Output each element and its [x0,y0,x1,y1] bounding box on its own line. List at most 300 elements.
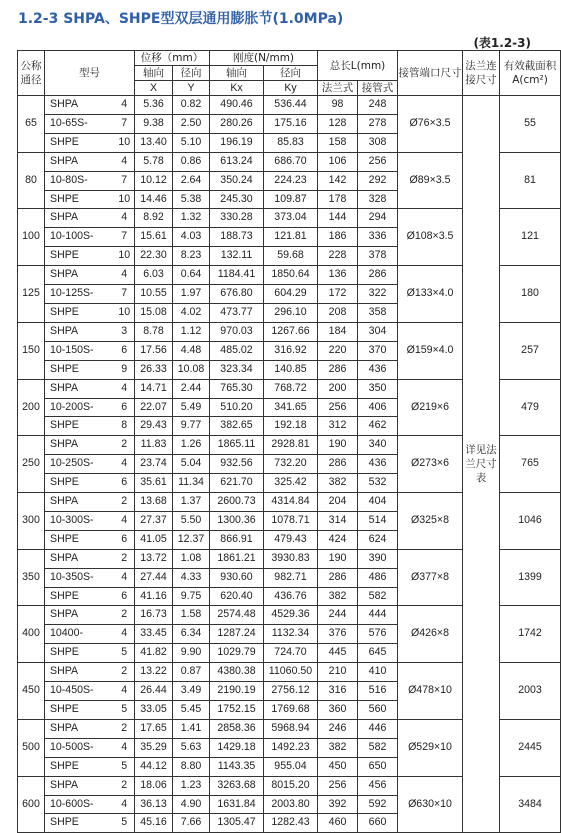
cell-len-flange: 256 [318,398,358,417]
cell-model: SHPE [45,190,115,209]
cell-x: 13.68 [135,493,173,512]
cell-layers: 5 [115,814,135,833]
cell-kx: 473.77 [210,303,264,322]
cell-x: 16.73 [135,606,173,625]
cell-len-flange: 376 [318,625,358,644]
cell-ky: 1132.34 [264,625,318,644]
cell-dn: 450 [18,663,45,720]
cell-y: 5.63 [173,738,210,757]
cell-kx: 620.40 [210,587,264,606]
cell-layers: 7 [115,114,135,133]
cell-x: 13.72 [135,549,173,568]
cell-y: 1.37 [173,493,210,512]
cell-y: 9.77 [173,417,210,436]
cell-len-flange: 210 [318,663,358,682]
cell-pipe: Ø89×3.5 [398,152,463,209]
cell-kx: 1029.79 [210,644,264,663]
cell-model: 10-65S- [45,114,115,133]
cell-y: 0.86 [173,152,210,171]
header-disp-axial: 轴向 [135,66,173,81]
header-y: Y [173,81,210,96]
cell-ky: 1267.66 [264,322,318,341]
expansion-joint-table [17,50,561,833]
header-ky: Ky [264,81,318,96]
cell-len-flange: 316 [318,682,358,701]
cell-kx: 930.60 [210,568,264,587]
cell-layers: 10 [115,247,135,266]
cell-model: SHPE [45,701,115,720]
cell-x: 41.16 [135,587,173,606]
cell-ky: 4314.84 [264,493,318,512]
cell-pipe: Ø108×3.5 [398,209,463,266]
cell-len-weld: 486 [358,568,398,587]
cell-len-weld: 322 [358,285,398,304]
cell-kx: 2574.48 [210,606,264,625]
cell-y: 1.58 [173,606,210,625]
cell-kx: 932.56 [210,455,264,474]
cell-area: 1399 [500,549,561,606]
cell-layers: 7 [115,228,135,247]
cell-layers: 4 [115,738,135,757]
cell-dn: 150 [18,322,45,379]
cell-flange-note: 详见法兰尺寸表 [463,96,500,833]
cell-len-weld: 592 [358,795,398,814]
cell-model: 10-300S- [45,511,115,530]
cell-y: 9.90 [173,644,210,663]
cell-model: SHPA [45,209,115,228]
cell-pipe: Ø377×8 [398,549,463,606]
cell-y: 4.48 [173,341,210,360]
cell-layers: 10 [115,190,135,209]
cell-kx: 1429.18 [210,738,264,757]
cell-ky: 341.65 [264,398,318,417]
cell-len-flange: 445 [318,644,358,663]
cell-y: 4.90 [173,795,210,814]
cell-y: 0.64 [173,266,210,285]
cell-len-flange: 172 [318,285,358,304]
header-pipe-end: 接管端口尺寸 [398,51,463,96]
cell-pipe: Ø273×6 [398,436,463,493]
cell-len-weld: 436 [358,455,398,474]
cell-ky: 724.70 [264,644,318,663]
cell-len-flange: 228 [318,247,358,266]
cell-y: 1.97 [173,285,210,304]
cell-kx: 1300.36 [210,511,264,530]
cell-layers: 5 [115,757,135,776]
cell-layers: 5 [115,701,135,720]
cell-dn: 125 [18,266,45,323]
cell-ky: 121.81 [264,228,318,247]
cell-len-flange: 286 [318,568,358,587]
cell-model: 10-150S- [45,341,115,360]
table-body [18,96,561,833]
cell-model: SHPA [45,776,115,795]
cell-y: 0.82 [173,96,210,115]
cell-model: SHPE [45,133,115,152]
cell-len-weld: 336 [358,228,398,247]
cell-x: 22.07 [135,398,173,417]
cell-kx: 245.30 [210,190,264,209]
cell-len-weld: 370 [358,341,398,360]
cell-layers: 4 [115,96,135,115]
cell-pipe: Ø478×10 [398,663,463,720]
cell-area: 121 [500,209,561,266]
cell-len-weld: 304 [358,322,398,341]
header-length: 总长L(mm) [318,51,398,81]
cell-kx: 1184.41 [210,266,264,285]
cell-kx: 188.73 [210,228,264,247]
cell-x: 13.22 [135,663,173,682]
cell-ky: 109.87 [264,190,318,209]
cell-len-weld: 286 [358,266,398,285]
cell-model: 10-80S- [45,171,115,190]
cell-x: 27.37 [135,511,173,530]
cell-model: 10-100S- [45,228,115,247]
cell-model: 10400- [45,625,115,644]
cell-x: 13.40 [135,133,173,152]
cell-ky: 768.72 [264,379,318,398]
cell-kx: 330.28 [210,209,264,228]
cell-ky: 2003.80 [264,795,318,814]
header-stiffness: 刚度(N/mm) [210,51,318,66]
cell-x: 17.56 [135,341,173,360]
cell-len-flange: 360 [318,701,358,720]
cell-kx: 866.91 [210,530,264,549]
cell-len-flange: 190 [318,436,358,455]
cell-len-weld: 248 [358,96,398,115]
cell-model: SHPA [45,266,115,285]
cell-model: SHPA [45,606,115,625]
cell-x: 8.78 [135,322,173,341]
cell-x: 10.12 [135,171,173,190]
cell-layers: 4 [115,266,135,285]
cell-kx: 382.65 [210,417,264,436]
cell-dn: 300 [18,493,45,550]
header-model: 型号 [45,51,135,96]
cell-y: 5.45 [173,701,210,720]
cell-area: 479 [500,379,561,436]
cell-kx: 1305.47 [210,814,264,833]
cell-dn: 400 [18,606,45,663]
cell-len-flange: 208 [318,303,358,322]
cell-ky: 2928.81 [264,436,318,455]
cell-len-weld: 328 [358,190,398,209]
cell-y: 4.02 [173,303,210,322]
cell-len-weld: 645 [358,644,398,663]
cell-y: 4.33 [173,568,210,587]
cell-kx: 676.80 [210,285,264,304]
header-x: X [135,81,173,96]
cell-len-flange: 220 [318,341,358,360]
cell-len-flange: 186 [318,228,358,247]
cell-x: 22.30 [135,247,173,266]
cell-layers: 10 [115,133,135,152]
cell-x: 15.08 [135,303,173,322]
cell-area: 2003 [500,663,561,720]
cell-x: 33.05 [135,701,173,720]
cell-kx: 2858.36 [210,719,264,738]
cell-ky: 316.92 [264,341,318,360]
cell-model: 10-250S- [45,455,115,474]
cell-layers: 2 [115,606,135,625]
cell-y: 2.64 [173,171,210,190]
cell-pipe: Ø630×10 [398,776,463,833]
cell-model: 10-125S- [45,285,115,304]
cell-len-weld: 456 [358,776,398,795]
cell-len-weld: 582 [358,587,398,606]
cell-kx: 613.24 [210,152,264,171]
cell-len-flange: 460 [318,814,358,833]
cell-area: 2445 [500,719,561,776]
cell-model: 10-200S- [45,398,115,417]
cell-ky: 2756.12 [264,682,318,701]
cell-len-weld: 278 [358,114,398,133]
cell-area: 1046 [500,493,561,550]
cell-kx: 1631.84 [210,795,264,814]
cell-ky: 8015.20 [264,776,318,795]
header-disp-radial: 径向 [173,66,210,81]
cell-len-weld: 514 [358,511,398,530]
cell-pipe: Ø219×6 [398,379,463,436]
cell-model: 10-350S- [45,568,115,587]
cell-kx: 1865.11 [210,436,264,455]
cell-len-flange: 144 [318,209,358,228]
cell-ky: 85.83 [264,133,318,152]
cell-len-flange: 314 [318,511,358,530]
cell-model: SHPE [45,757,115,776]
cell-y: 1.08 [173,549,210,568]
cell-ky: 1492.23 [264,738,318,757]
cell-y: 10.08 [173,360,210,379]
header-stiff-axial: 轴向 [210,66,264,81]
cell-len-weld: 308 [358,133,398,152]
cell-ky: 686.70 [264,152,318,171]
cell-len-weld: 560 [358,701,398,720]
cell-kx: 323.34 [210,360,264,379]
cell-x: 41.82 [135,644,173,663]
cell-pipe: Ø529×10 [398,719,463,776]
cell-x: 18.06 [135,776,173,795]
cell-dn: 250 [18,436,45,493]
header-kx: Kx [210,81,264,96]
cell-x: 5.36 [135,96,173,115]
cell-ky: 224.23 [264,171,318,190]
cell-ky: 373.04 [264,209,318,228]
cell-ky: 982.71 [264,568,318,587]
cell-kx: 510.20 [210,398,264,417]
cell-ky: 175.16 [264,114,318,133]
cell-area: 1742 [500,606,561,663]
cell-layers: 4 [115,568,135,587]
cell-x: 33.45 [135,625,173,644]
cell-x: 26.33 [135,360,173,379]
cell-model: SHPE [45,814,115,833]
cell-len-flange: 382 [318,738,358,757]
cell-model: SHPA [45,436,115,455]
cell-layers: 2 [115,493,135,512]
cell-ky: 4529.36 [264,606,318,625]
cell-ky: 296.10 [264,303,318,322]
cell-layers: 8 [115,417,135,436]
cell-pipe: Ø426×8 [398,606,463,663]
cell-len-flange: 246 [318,719,358,738]
cell-len-weld: 660 [358,814,398,833]
header-len-weld: 接管式 [358,81,398,96]
cell-len-weld: 390 [358,549,398,568]
cell-y: 5.04 [173,455,210,474]
cell-ky: 536.44 [264,96,318,115]
cell-len-flange: 158 [318,133,358,152]
cell-x: 23.74 [135,455,173,474]
cell-len-flange: 424 [318,530,358,549]
cell-layers: 7 [115,285,135,304]
cell-len-flange: 286 [318,360,358,379]
cell-model: SHPE [45,530,115,549]
cell-len-weld: 650 [358,757,398,776]
cell-y: 5.10 [173,133,210,152]
cell-y: 1.12 [173,322,210,341]
cell-model: SHPA [45,379,115,398]
cell-dn: 600 [18,776,45,833]
cell-x: 26.44 [135,682,173,701]
cell-kx: 621.70 [210,474,264,493]
cell-len-flange: 382 [318,474,358,493]
cell-model: SHPE [45,417,115,436]
cell-dn: 100 [18,209,45,266]
cell-x: 36.13 [135,795,173,814]
cell-kx: 1143.35 [210,757,264,776]
cell-len-weld: 404 [358,493,398,512]
header-dn: 公称通径 [18,51,45,96]
table-number: (表1.2-3) [473,36,531,50]
cell-len-flange: 98 [318,96,358,115]
cell-y: 1.26 [173,436,210,455]
cell-ky: 11060.50 [264,663,318,682]
cell-len-flange: 184 [318,322,358,341]
cell-model: SHPA [45,322,115,341]
cell-y: 0.87 [173,663,210,682]
cell-area: 55 [500,96,561,153]
cell-pipe: Ø325×8 [398,493,463,550]
cell-model: SHPE [45,587,115,606]
cell-y: 2.44 [173,379,210,398]
cell-x: 27.44 [135,568,173,587]
cell-y: 1.23 [173,776,210,795]
cell-len-weld: 406 [358,398,398,417]
cell-x: 35.29 [135,738,173,757]
cell-len-weld: 532 [358,474,398,493]
cell-area: 257 [500,322,561,379]
cell-y: 1.41 [173,719,210,738]
cell-kx: 485.02 [210,341,264,360]
cell-len-flange: 106 [318,152,358,171]
cell-len-weld: 462 [358,417,398,436]
cell-y: 11.34 [173,474,210,493]
cell-len-weld: 444 [358,606,398,625]
cell-len-weld: 582 [358,738,398,757]
header-displacement: 位移（mm） [135,51,210,66]
cell-kx: 132.11 [210,247,264,266]
cell-x: 41.05 [135,530,173,549]
cell-x: 29.43 [135,417,173,436]
cell-dn: 350 [18,549,45,606]
cell-len-flange: 204 [318,493,358,512]
cell-ky: 1769.68 [264,701,318,720]
cell-layers: 5 [115,644,135,663]
cell-layers: 2 [115,663,135,682]
cell-len-flange: 244 [318,606,358,625]
cell-layers: 4 [115,625,135,644]
cell-len-flange: 136 [318,266,358,285]
cell-layers: 9 [115,360,135,379]
cell-model: SHPA [45,663,115,682]
cell-len-flange: 286 [318,455,358,474]
cell-kx: 1287.24 [210,625,264,644]
cell-model: 10-600S- [45,795,115,814]
cell-y: 5.38 [173,190,210,209]
cell-layers: 2 [115,776,135,795]
cell-layers: 6 [115,474,135,493]
cell-layers: 6 [115,530,135,549]
cell-len-flange: 256 [318,776,358,795]
cell-len-weld: 350 [358,379,398,398]
cell-y: 5.50 [173,511,210,530]
cell-ky: 192.18 [264,417,318,436]
cell-model: SHPA [45,493,115,512]
cell-model: SHPA [45,96,115,115]
table-row [18,96,561,115]
cell-layers: 6 [115,587,135,606]
cell-ky: 5968.94 [264,719,318,738]
cell-layers: 2 [115,549,135,568]
cell-layers: 10 [115,303,135,322]
cell-kx: 2190.19 [210,682,264,701]
cell-ky: 479.43 [264,530,318,549]
cell-x: 15.61 [135,228,173,247]
cell-layers: 4 [115,682,135,701]
cell-x: 45.16 [135,814,173,833]
cell-kx: 4380.38 [210,663,264,682]
cell-layers: 3 [115,322,135,341]
cell-x: 5.78 [135,152,173,171]
cell-model: SHPE [45,644,115,663]
cell-kx: 1752.15 [210,701,264,720]
cell-ky: 1850.64 [264,266,318,285]
cell-model: SHPA [45,719,115,738]
cell-ky: 1078.71 [264,511,318,530]
cell-x: 6.03 [135,266,173,285]
cell-layers: 6 [115,398,135,417]
cell-model: SHPE [45,247,115,266]
cell-y: 2.50 [173,114,210,133]
cell-y: 8.80 [173,757,210,776]
cell-dn: 500 [18,719,45,776]
cell-len-weld: 436 [358,360,398,379]
cell-ky: 325.42 [264,474,318,493]
cell-layers: 2 [115,719,135,738]
cell-x: 44.12 [135,757,173,776]
cell-ky: 59.68 [264,247,318,266]
cell-layers: 4 [115,209,135,228]
cell-x: 17.65 [135,719,173,738]
cell-layers: 7 [115,171,135,190]
cell-len-weld: 292 [358,171,398,190]
cell-kx: 970.03 [210,322,264,341]
cell-x: 10.55 [135,285,173,304]
cell-model: 10-450S- [45,682,115,701]
cell-area: 81 [500,152,561,209]
cell-kx: 350.24 [210,171,264,190]
